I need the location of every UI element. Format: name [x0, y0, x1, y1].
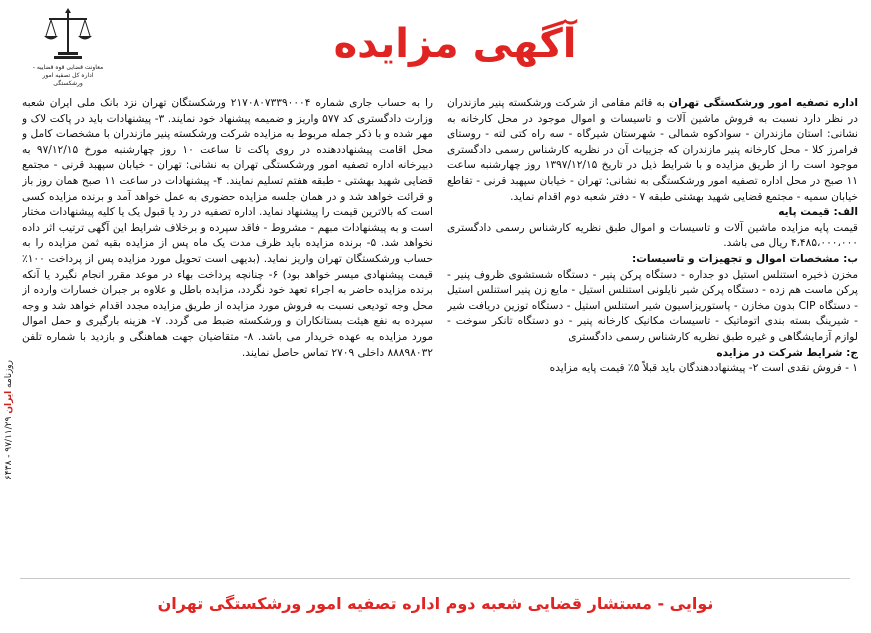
side-issue: ۹۷/۱۱/۲۹ - ۶۴۳۸	[4, 416, 14, 480]
intro-paragraph	[447, 96, 858, 205]
notice-body	[22, 96, 858, 566]
right-column	[447, 96, 858, 566]
side-prefix: روزنامه	[4, 360, 14, 388]
signature-line: نوایی - مستشار قضایی شعبه دوم اداره تصفیه امور ورشکستگی تهران	[157, 593, 714, 613]
page-title: آگهی مزایده	[333, 21, 577, 67]
left-column	[22, 96, 433, 566]
intro-bold: اداره تصفیه امور ورشکستگی تهران	[668, 97, 858, 109]
intro-text: به قائم مقامی از شرکت ورشکسته پنیر مازندران در نظر دارد نسبت به فروش ماشین آلات و تاسیسات و اموال موجود در محل کارخانه به نشانی: استان مازندران - سوادکوه شمالی - شهرستان شیرگاه - سه راه کتی لته - روستای فرامرز کلا - محل کارخانه پنیر مازندران که جزییات آن در نظریه کارشناس رسمی دادگستری موجود است را از طریق مزایده و با شرایط ذیل در تاریخ ۱۳۹۷/۱۲/۱۵ روز چهارشنبه ساعت ۱۱ صبح در محل اداره تصفیه امور ورشکستگی به نشانی: تهران - خیابان سپهبد قرنی - تقاطع خیابان سمیه - مجتمع قضایی شهید بهشتی طبقه ۷ - دفتر شعبه دوم اقدام نماید.	[447, 97, 858, 203]
judiciary-emblem	[28, 6, 108, 92]
side-label	[4, 360, 14, 480]
emblem-caption: معاونت قضایی قوه قضاییه - اداره کل تصفیه امور ورشکستگی	[32, 64, 104, 87]
side-brand: ایران	[4, 390, 14, 414]
section-c-text: ۱ - فروش نقدی است ۲- پیشنهاددهندگان باید قبلاً ۵٪ قیمت پایه مزایده	[549, 362, 858, 375]
notice-header	[0, 0, 871, 94]
footer-divider	[20, 578, 850, 579]
section-c-heading: ج: شرایط شرکت در مزایده	[716, 346, 858, 359]
notice-footer	[0, 588, 871, 618]
scales-of-justice-icon	[41, 6, 95, 62]
title-banner	[215, 20, 695, 68]
side-strip	[0, 300, 18, 540]
section-a-heading: الف: قیمت پایه	[778, 206, 858, 219]
section-a-text: قیمت پایه مزایده ماشین آلات و تاسیسات و اموال طبق نظریه کارشناس رسمی دادگستری ۴،۴۸۵،۰۰۰،۰۰۰ ریال می باشد.	[447, 221, 858, 250]
section-b-heading: ب: مشخصات اموال و تجهیزات و تاسیسات:	[631, 252, 858, 265]
section-b-text: مخزن ذخیره استنلس استیل دو جداره - دستگاه پرکن پنیر - دستگاه شستشوی ظروف پنیر - پرکن ماست هم زده - دستگاه پرکن شیر نایلونی استنلس استیل - مایع زن پنیر استنلس استیل - دستگاه CIP بدون مخازن - پاستوریزاسیون شیر استنلس استیل - دستگاه توزین دریافت شیر - شیرینگ بسته بندی اتوماتیک - تاسیسات مکانیک کارخانه پنیر - دو دستگاه تانکر سوخت - لوازم آزمایشگاهی و غیره طبق نظریه کارشناس رسمی دادگستری	[447, 268, 858, 343]
left-column-text: را به حساب جاری شماره ۲۱۷۰۸۰۷۳۳۹۰۰۰۴ ورشکستگان تهران نزد بانک ملی ایران شعبه وزارت دادگستری کد ۵۷۷ واریز و ضمیمه پیشنهاد خود نمایند. ۳- پیشنهادات باید در پاکت لاک و مهر شده و با ذکر جمله مربوط به مزایده شرکت ورشکسته پنیر مازندران با مشخصات کامل و محل اقامت پیشنهاددهنده در روی پاکت تا ساعت ۱۰ روز چهارشنبه مورخ ۹۷/۱۲/۱۵ به دبیرخانه اداره تصفیه امور ورشکستگی تهران به نشانی: تهران - خیابان سپهبد قرنی - مجتمع قضایی شهید بهشتی - طبقه هفتم تسلیم نمایند. ۴- پیشنهادات در ساعت ۱۱ صبح همان روز باز و قرائت خواهد شد و در همان جلسه مزایده حضوری به عمل خواهد آمد و برنده مزایده کسی است که بالاترین قیمت را پیشنهاد نماید. اداره تصفیه در رد یا قبول یک یا کلیه پیشنهادات مختار است و به پیشنهادات مبهم - مشروط - فاقد سپرده و برخلاف شرایط این آگهی ترتیب اثر داده نخواهد شد. ۵- برنده مزایده باید ظرف مدت یک ماه پس از مزایده بقیه ثمن مزایده را به حساب ورشکستگان تهران واریز نماید. (بدیهی است تحویل مورد مزایده پس از پرداخت ۱۰۰٪ قیمت پیشنهادی میسر خواهد بود) ۶- چنانچه پرداخت بهاء در موعد مقرر انجام نگیرد یا آنکه برنده مزایده حاضر به اجراء تعهد خود نگردد، مزایده باطل و علاوه بر جبران خسارات وارده از محل وجه تودیعی نسبت به فروش مورد مزایده از طریق مزایده مجدد اقدام خواهد شد و وجه سپرده به نفع هیئت بستانکاران و ورشکسته ضبط می گردد. ۷- هزینه بارگیری و حمل اموال مورد مزایده به عهده خریدار می باشد. ۸- متقاضیان جهت هماهنگی و بازدید با شماره تلفن ۸۸۸۹۸۰۳۲ داخلی ۲۷۰۹ تماس حاصل نمایند.	[22, 97, 433, 359]
